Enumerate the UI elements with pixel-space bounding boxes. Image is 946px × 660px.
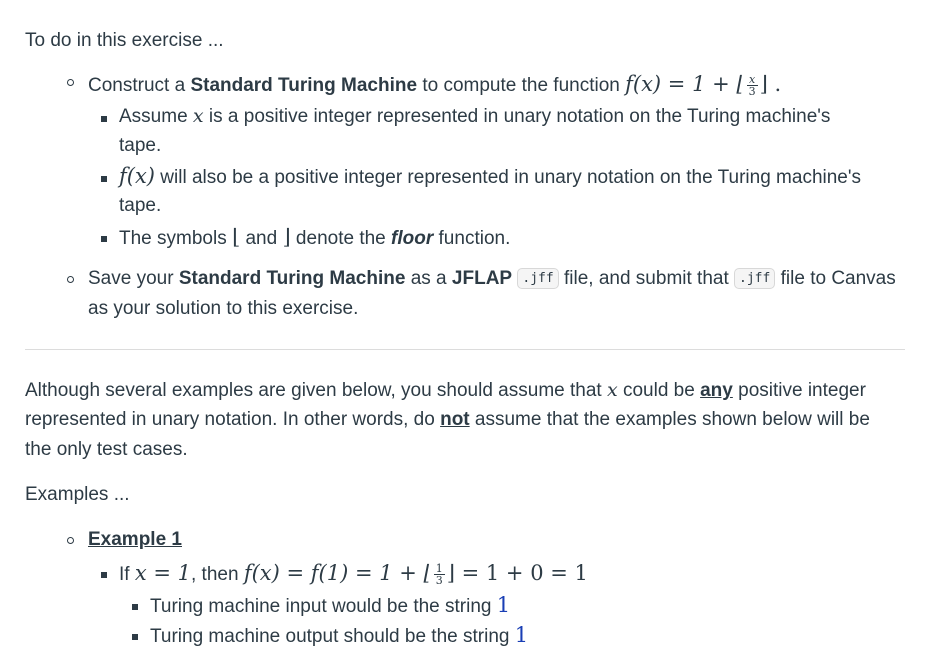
- sub-text: function.: [433, 228, 511, 249]
- sub-text: denote the: [290, 228, 392, 249]
- circle-bullet-icon: [67, 276, 74, 283]
- sub-item-fx-cont: tape.: [119, 195, 162, 216]
- then-text: , then: [191, 564, 244, 585]
- sub-text: Assume: [119, 106, 193, 127]
- para-text: assume that the examples shown below will be: [469, 409, 870, 430]
- eq-rhs: ⌋ = 1 + 0 = 1: [446, 561, 588, 585]
- sub-item-fx: [119, 164, 861, 189]
- item-construct: [88, 72, 781, 97]
- frac-denominator: 3: [748, 85, 756, 99]
- fx-math: f(x): [119, 164, 156, 188]
- item-save-cont: as your solution to this exercise.: [88, 298, 359, 319]
- fraction: [434, 563, 445, 586]
- floor-left-symbol: ⌊: [231, 225, 241, 249]
- square-bullet-icon: [132, 634, 138, 640]
- square-bullet-icon: [101, 236, 107, 242]
- example1-title: [88, 529, 182, 551]
- example1-input: [150, 593, 510, 618]
- frac-denominator: 3: [435, 574, 443, 588]
- circle-bullet-icon: [67, 79, 74, 86]
- output-label: Turing machine output should be the string: [150, 626, 515, 647]
- frac-numerator: x: [747, 74, 758, 86]
- sub-text: is a positive integer represented in unary notation on the Turing machine's: [203, 106, 831, 127]
- para-line-3: the only test cases.: [25, 439, 188, 460]
- code-jff: .jff: [517, 268, 558, 289]
- formula-lhs: f(x) = 1 + ⌊: [625, 72, 745, 96]
- item-text: file, and submit that: [558, 268, 735, 289]
- square-bullet-icon: [101, 116, 107, 122]
- para-line-2: [25, 409, 870, 431]
- item-text: Construct a: [88, 75, 191, 96]
- item-bold: Standard Turing Machine: [178, 268, 406, 289]
- para-text: represented in unary notation. In other words, do: [25, 409, 441, 430]
- if-text: If: [119, 564, 135, 585]
- floor-word: floor: [391, 228, 434, 249]
- any-word: any: [700, 380, 733, 401]
- para-line-1: [25, 379, 866, 402]
- horizontal-divider: [25, 349, 905, 350]
- item-text: file to Canvas: [775, 268, 896, 289]
- square-bullet-icon: [101, 572, 107, 578]
- eq-x-equals-1: x = 1: [134, 561, 191, 585]
- item-save: [88, 268, 896, 290]
- square-bullet-icon: [101, 176, 107, 182]
- examples-label: Examples ...: [25, 484, 130, 505]
- item-bold: JFLAP: [451, 268, 513, 289]
- sub-text: and: [240, 228, 283, 249]
- intro-text: To do in this exercise ...: [25, 30, 224, 51]
- para-text: Although several examples are given below, you should assume that: [25, 380, 607, 401]
- square-bullet-icon: [132, 604, 138, 610]
- var-x: x: [606, 379, 618, 401]
- sub-item-assume: [119, 105, 830, 128]
- var-x: x: [192, 105, 204, 127]
- example1-output: [150, 623, 528, 648]
- not-word: not: [440, 409, 470, 430]
- output-value: 1: [514, 623, 529, 647]
- frac-numerator: 1: [435, 562, 443, 576]
- sub-item-floor: [119, 225, 510, 250]
- item-text: to compute the function: [417, 75, 626, 96]
- sub-text: The symbols: [119, 228, 232, 249]
- circle-bullet-icon: [67, 537, 74, 544]
- item-text: as a: [405, 268, 452, 289]
- item-text: Save your: [88, 268, 179, 289]
- para-text: could be: [617, 380, 701, 401]
- item-bold: Standard Turing Machine: [190, 75, 418, 96]
- input-label: Turing machine input would be the string: [150, 596, 497, 617]
- input-value: 1: [496, 593, 511, 617]
- formula-rhs: ⌋ .: [759, 72, 782, 96]
- sub-item-assume-cont: tape.: [119, 135, 162, 156]
- code-jff: .jff: [734, 268, 775, 289]
- fraction: [747, 74, 758, 97]
- floor-right-symbol: ⌋: [282, 225, 291, 249]
- sub-text: will also be a positive integer represented in unary notation on the Turing machine's: [155, 167, 862, 188]
- para-text: positive integer: [732, 380, 866, 401]
- example-title: Example 1: [88, 529, 182, 550]
- example1-if: [119, 561, 588, 586]
- eq-lhs: f(x) = f(1) = 1 + ⌊: [243, 561, 432, 585]
